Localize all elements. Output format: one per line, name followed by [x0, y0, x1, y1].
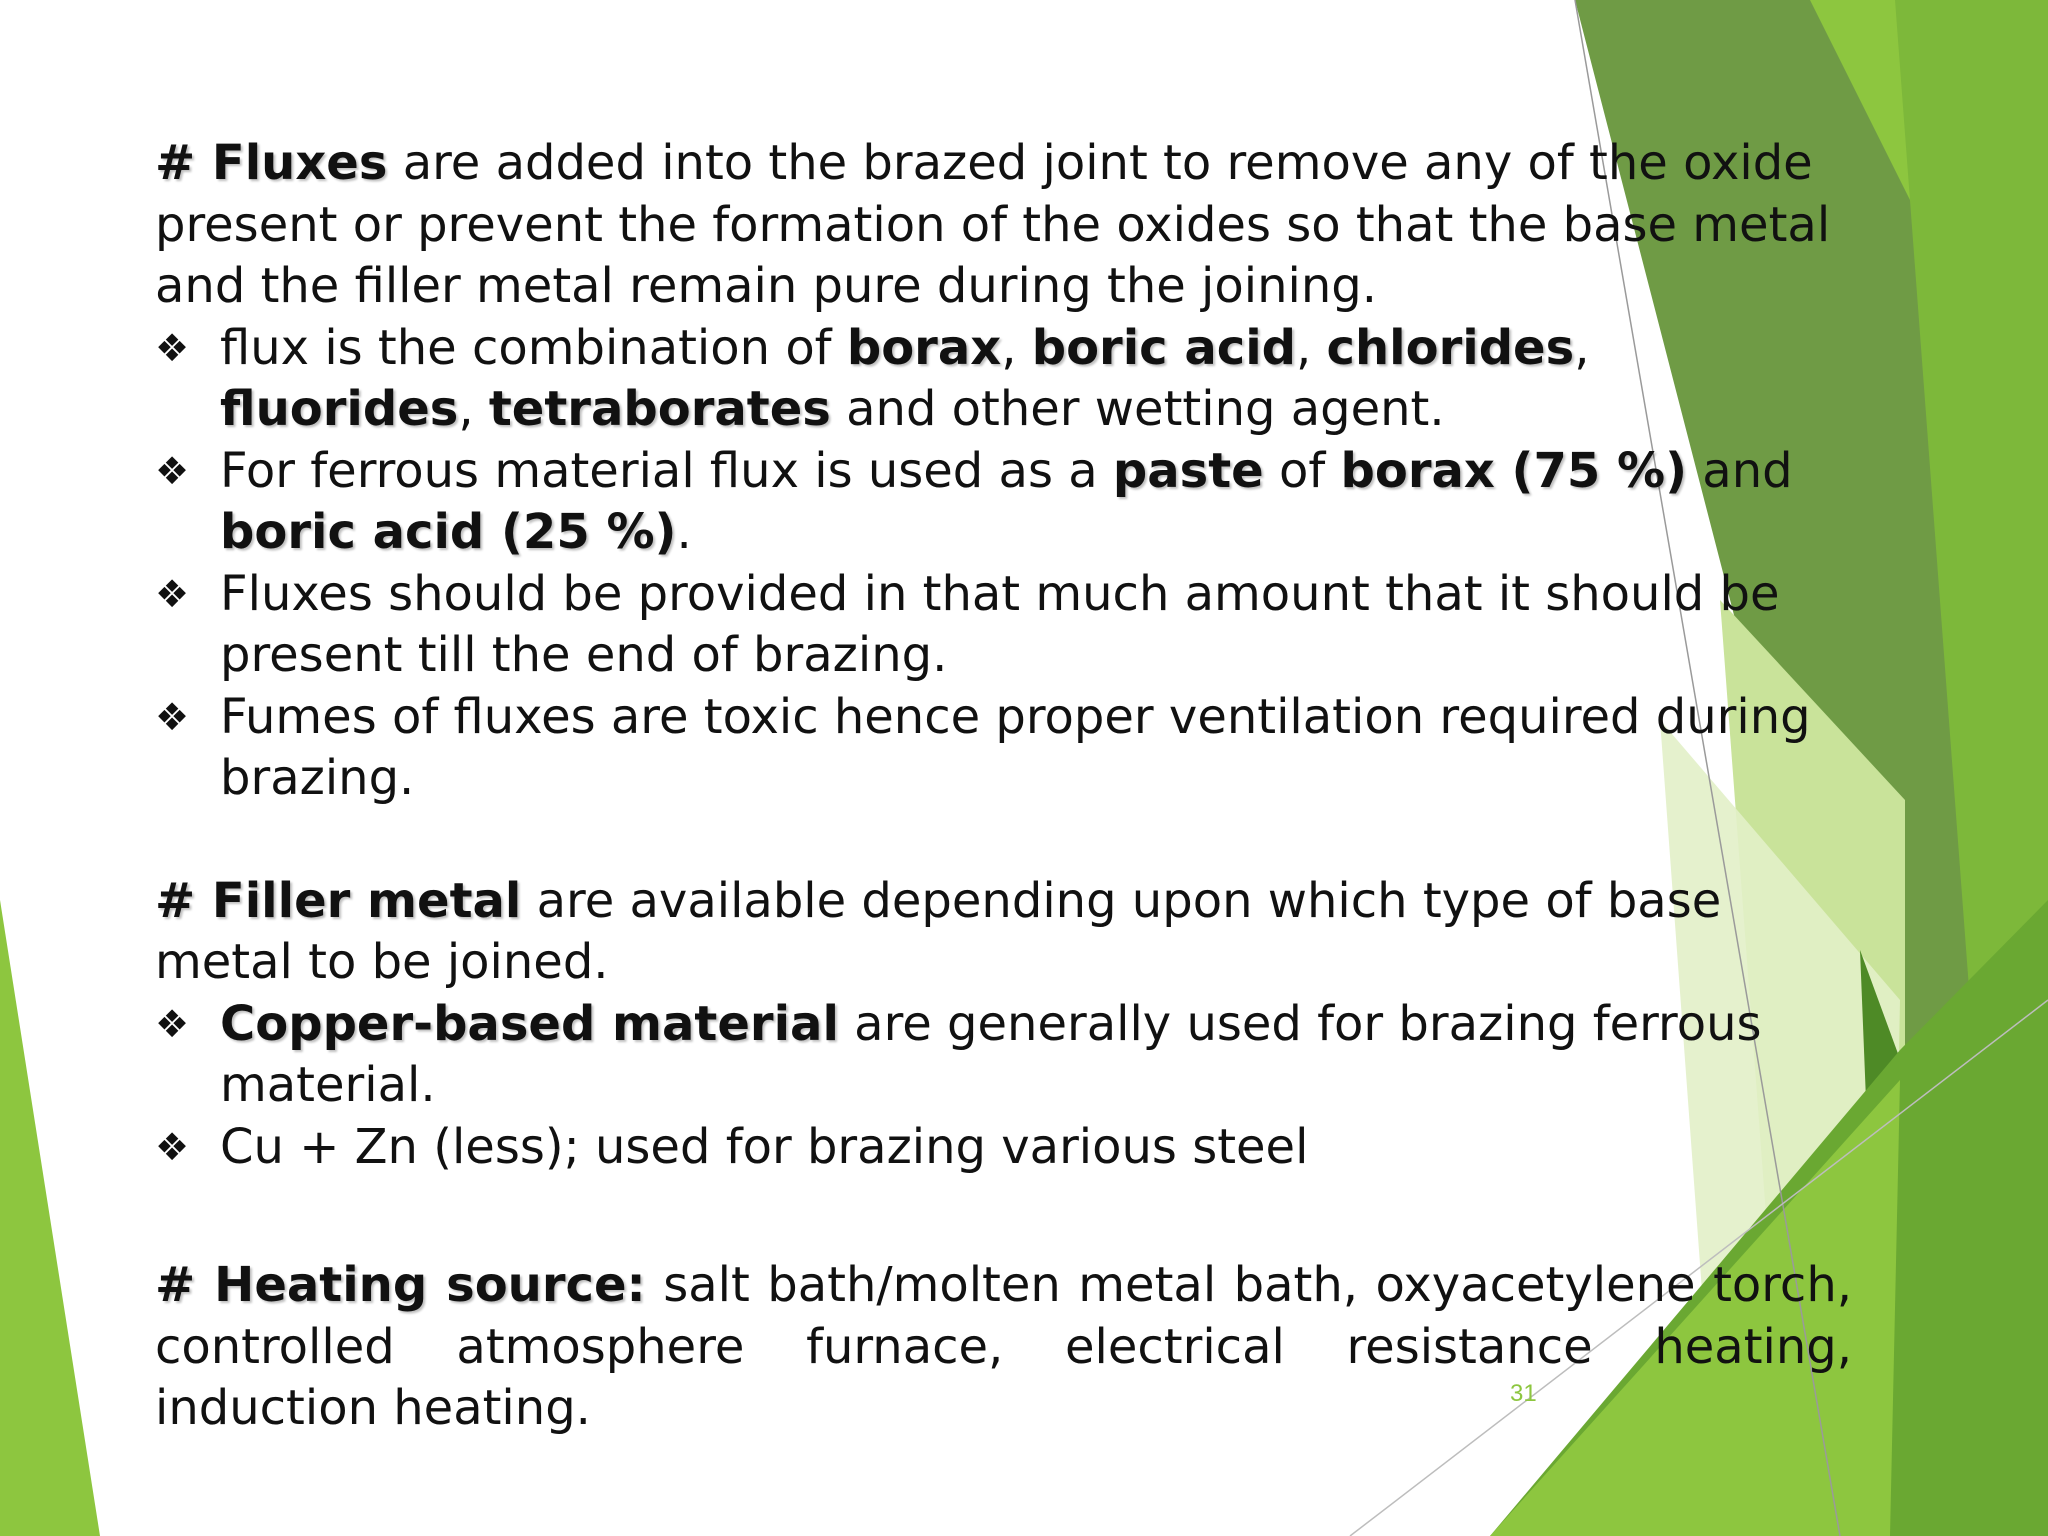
text-run: Cu + Zn (less); used for brazing various steel	[220, 1118, 1309, 1175]
text-run: are generally used for brazing ferrous material.	[220, 995, 1762, 1113]
spacer	[155, 810, 1855, 871]
diamond-bullet-icon: ❖	[155, 571, 190, 616]
text-run: ,	[1574, 319, 1590, 376]
text-run: of	[1263, 442, 1341, 499]
filler-intro: are available depending upon which type of base metal to be joined.	[155, 872, 1722, 990]
list-item	[155, 441, 1855, 564]
keyword: boric acid	[1031, 319, 1296, 376]
text-run: .	[676, 504, 692, 560]
text-run: ,	[458, 381, 489, 437]
keyword: tetraborates	[488, 381, 831, 437]
heating-text: salt bath/molten metal bath, oxyacetylene torch, controlled atmosphere furnace, electrical resistance heating, induction heating.	[155, 1257, 1853, 1436]
heating-paragraph	[155, 1255, 1852, 1440]
filler-paragraph	[155, 871, 1855, 994]
fluxes-paragraph	[155, 133, 1855, 318]
text-run: Fumes of fluxes are toxic hence proper ventilation required during brazing.	[220, 688, 1811, 806]
decor-left-sliver	[0, 900, 100, 1536]
diamond-bullet-icon: ❖	[155, 1001, 190, 1046]
keyword: Copper-based material	[220, 995, 839, 1052]
text-run: ,	[1001, 319, 1032, 376]
list-item	[155, 1117, 1855, 1179]
diamond-bullet-icon: ❖	[155, 1124, 190, 1169]
list-item	[155, 687, 1855, 810]
filler-heading: # Filler metal	[155, 872, 522, 929]
slide-body	[155, 133, 1855, 1440]
diamond-bullet-icon: ❖	[155, 694, 190, 739]
slide-number: 31	[1510, 1380, 1537, 1407]
keyword: boric acid (25 %)	[220, 504, 677, 560]
keyword: paste	[1112, 442, 1264, 499]
text-run: flux is the combination of	[220, 319, 847, 376]
text-run: and	[1687, 442, 1793, 499]
filler-bullet-list	[155, 994, 1855, 1179]
heating-heading: # Heating source:	[155, 1257, 646, 1313]
fluxes-bullet-list	[155, 318, 1855, 810]
fluxes-heading: # Fluxes	[155, 135, 388, 191]
list-item	[155, 564, 1855, 687]
text-run: Fluxes should be provided in that much amount that it should be present till the end of brazing.	[220, 565, 1780, 683]
fluxes-intro: are added into the brazed joint to remove any of the oxide present or prevent the formation of the oxides so that the base metal and the filler metal remain pure during the joining.	[155, 135, 1831, 314]
text-run: For ferrous material flux is used as a	[220, 442, 1113, 499]
diamond-bullet-icon: ❖	[155, 448, 190, 493]
keyword: chlorides	[1326, 319, 1575, 376]
list-item	[155, 994, 1855, 1117]
keyword: borax	[846, 319, 1002, 376]
text-run: and other wetting agent.	[830, 381, 1445, 437]
keyword: borax (75 %)	[1340, 442, 1688, 499]
diamond-bullet-icon: ❖	[155, 325, 190, 370]
spacer	[155, 1178, 1855, 1255]
text-run: ,	[1296, 319, 1327, 376]
keyword: fluorides	[220, 381, 459, 437]
list-item	[155, 318, 1855, 441]
